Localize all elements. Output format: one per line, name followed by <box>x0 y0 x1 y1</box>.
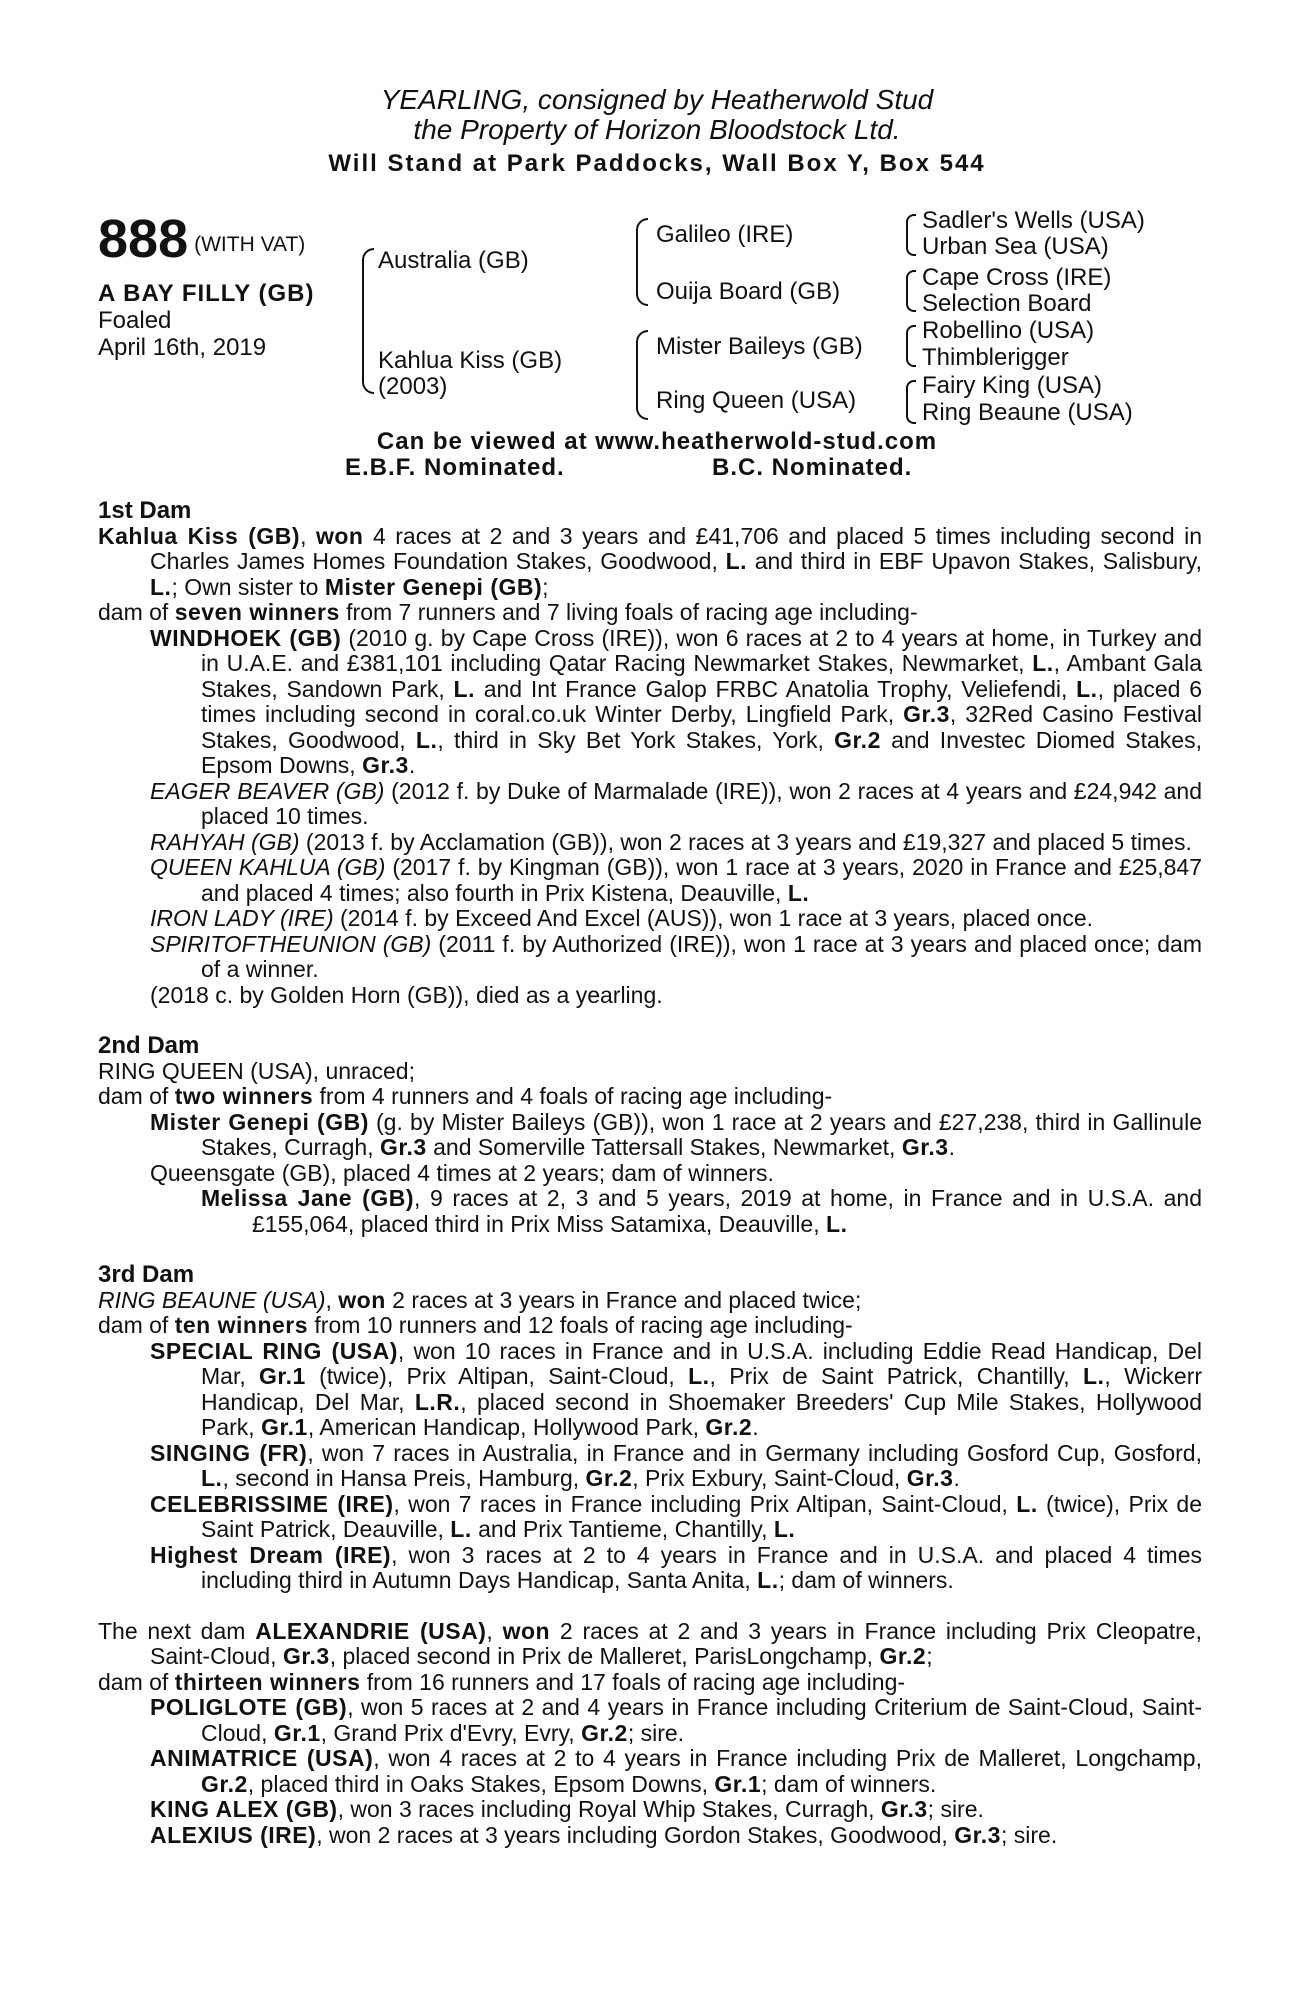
produce-animatrice: ANIMATRICE (USA), won 4 races at 2 to 4 years in France including Prix de Malleret, Longchamp, Gr.2, placed third in Oaks Stakes, Epsom Downs, Gr.1; dam of winners. <box>150 1745 1202 1797</box>
pedigree-sire-sire: Galileo (IRE) <box>656 221 794 248</box>
pedigree-ggs-5: Robellino (USA) <box>922 317 1095 344</box>
pedigree-ggs-7: Fairy King (USA) <box>922 372 1103 399</box>
first-dam-heading: 1st Dam <box>98 497 192 524</box>
pedigree-ggs-3: Cape Cross (IRE) <box>922 264 1112 291</box>
header-line-3: Will Stand at Park Paddocks, Wall Box Y, Box 544 <box>328 150 986 177</box>
produce-spiritoftheunion: SPIRITOFTHEUNION (GB) (2011 f. by Authorized (IRE)), won 1 race at 3 years and placed once; dam of a winner. <box>150 930 1202 982</box>
pedigree-ggs-4: Selection Board <box>922 290 1092 317</box>
produce-mister-genepi: Mister Genepi (GB) (g. by Mister Baileys (GB)), won 1 race at 2 years and £27,238, third in Gallinule Stakes, Curragh, Gr.3 and Somerville Tattersall Stakes, Newmarket, Gr.3. <box>150 1108 1202 1160</box>
produce-poliglote: POLIGLOTE (GB), won 5 races at 2 and 4 years in France including Criterium de Saint-Cloud, Saint-Cloud, Gr.1, Grand Prix d'Evry, Evry, Gr.2; sire. <box>150 1694 1202 1746</box>
produce-iron-lady: IRON LADY (IRE) (2014 f. by Exceed And Excel (AUS)), won 1 race at 3 years, placed once. <box>150 905 1094 931</box>
ebf-nominated: E.B.F. Nominated. <box>345 454 565 481</box>
next-dam-paragraph: The next dam ALEXANDRIE (USA), won 2 races at 2 and 3 years in France including Prix Cleopatre, Saint-Cloud, Gr.3, placed second in Prix de Malleret, ParisLongchamp, Gr.2; <box>98 1617 1202 1669</box>
produce-2018-colt: (2018 c. by Golden Horn (GB)), died as a yearling. <box>150 981 663 1008</box>
lot-number-block <box>98 208 305 270</box>
produce-alexius: ALEXIUS (IRE), won 2 races at 3 years including Gordon Stakes, Goodwood, Gr.3; sire. <box>150 1821 1058 1848</box>
lot-name: A BAY FILLY (GB) <box>98 280 315 307</box>
pedigree-bracket-dam <box>636 330 648 420</box>
catalogue-body <box>98 498 1202 1848</box>
produce-queensgate: Queensgate (GB), placed 4 times at 2 years; dam of winners. <box>150 1159 774 1186</box>
lot-number: 888 <box>98 209 189 269</box>
pedigree-dam-year: (2003) <box>378 373 448 400</box>
pedigree-bracket-g4 <box>906 380 916 424</box>
foaled-date: April 16th, 2019 <box>98 334 267 361</box>
produce-special-ring: SPECIAL RING (USA), won 10 races in France and in U.S.A. including Eddie Read Handicap, Del Mar, Gr.1 (twice), Prix Altipan, Saint-Cloud, L., Prix de Saint Patrick, Chantilly, L., Wickerr Handicap, Del Mar, L.R., placed second in Shoemaker Breeders' Cup Mile Stakes, Hollywood Park, Gr.1, American Handicap, Hollywood Park, Gr.2. <box>150 1337 1203 1440</box>
pedigree-sire-dam: Ouija Board (GB) <box>656 278 841 305</box>
foaled-label: Foaled <box>98 307 172 334</box>
pedigree-sire: Australia (GB) <box>378 247 529 274</box>
vat-label: (WITH VAT) <box>194 233 306 256</box>
third-dam-line: RING BEAUNE (USA), won 2 races at 3 years in France and placed twice; <box>98 1286 862 1313</box>
pedigree-ggs-8: Ring Beaune (USA) <box>922 399 1133 426</box>
bc-nominated: B.C. Nominated. <box>712 454 913 481</box>
pedigree-dam-sire: Mister Baileys (GB) <box>656 333 863 360</box>
produce-rahyah: RAHYAH (GB) (2013 f. by Acclamation (GB)), won 2 races at 3 years and £19,327 and placed 5 times. <box>150 828 1192 855</box>
produce-eager-beaver: EAGER BEAVER (GB) (2012 f. by Duke of Marmalade (IRE)), won 2 races at 4 years and £24,942 and placed 10 times. <box>150 777 1202 829</box>
viewing-line: Can be viewed at www.heatherwold-stud.com <box>376 428 938 455</box>
produce-celebrissime: CELEBRISSIME (IRE), won 7 races in France including Prix Altipan, Saint-Cloud, L. (twice), Prix de Saint Patrick, Deauville, L. and Prix Tantieme, Chantilly, L. <box>150 1490 1202 1542</box>
second-dam-line: RING QUEEN (USA), unraced; <box>98 1057 415 1084</box>
pedigree-ggs-6: Thimblerigger <box>922 344 1069 371</box>
pedigree-ggs-1: Sadler's Wells (USA) <box>922 207 1145 234</box>
first-dam-paragraph: Kahlua Kiss (GB), won 4 races at 2 and 3 years and £41,706 and placed 5 times including second in Charles James Homes Foundation Stakes, Goodwood, L. and third in EBF Upavon Stakes, Salisbury, L.; Own sister to Mister Genepi (GB); <box>98 522 1203 600</box>
header-line-2: the Property of Horizon Bloodstock Ltd. <box>413 114 901 145</box>
pedigree-bracket-main <box>362 248 374 394</box>
produce-melissa-jane: Melissa Jane (GB), 9 races at 2, 3 and 5 years, 2019 at home, in France and in U.S.A. and £155,064, placed third in Prix Miss Satamixa, Deauville, L. <box>201 1185 1202 1237</box>
header-line-1: YEARLING, consigned by Heatherwold Stud <box>380 84 934 115</box>
third-dam-heading: 3rd Dam <box>98 1261 195 1288</box>
pedigree-ggs-2: Urban Sea (USA) <box>922 233 1109 260</box>
first-dam-produce-intro: dam of seven winners from 7 runners and 7 living foals of racing age including- <box>98 599 918 625</box>
produce-highest-dream: Highest Dream (IRE), won 3 races at 2 to 4 years in France and in U.S.A. and placed 4 times including third in Autumn Days Handicap, Santa Anita, L.; dam of winners. <box>150 1541 1202 1593</box>
second-dam-produce-intro: dam of two winners from 4 runners and 4 foals of racing age including- <box>98 1083 833 1109</box>
produce-queen-kahlua: QUEEN KAHLUA (GB) (2017 f. by Kingman (GB)), won 1 race at 3 years, 2020 in France and £25,847 and placed 4 times; also fourth in Prix Kistena, Deauville, L. <box>150 854 1202 906</box>
pedigree-bracket-g1 <box>906 214 916 256</box>
lot-info <box>98 280 314 361</box>
third-dam-produce-intro: dam of ten winners from 10 runners and 12 foals of racing age including- <box>98 1312 853 1338</box>
second-dam-heading: 2nd Dam <box>98 1032 200 1059</box>
pedigree-bracket-sire <box>636 218 648 306</box>
produce-singing: SINGING (FR), won 7 races in Australia, in France and in Germany including Gosford Cup, Gosford, L., second in Hansa Preis, Hamburg, Gr.2, Prix Exbury, Saint-Cloud, Gr.3. <box>150 1439 1202 1491</box>
pedigree-bracket-g3 <box>906 325 916 367</box>
produce-windhoek: WINDHOEK (GB) (2010 g. by Cape Cross (IRE)), won 6 races at 2 to 4 years at home, in Turkey and in U.A.E. and £381,101 including Qatar Racing Newmarket Stakes, Newmarket, L., Ambant Gala Stakes, Sandown Park, L. and Int France Galop FRBC Anatolia Trophy, Veliefendi, L., placed 6 times including second in coral.co.uk Winter Derby, Lingfield Park, Gr.3, 32Red Casino Festival Stakes, Goodwood, L., third in Sky Bet York Stakes, York, Gr.2 and Investec Diomed Stakes, Epsom Downs, Gr.3. <box>150 624 1202 778</box>
next-dam-produce-intro: dam of thirteen winners from 16 runners and 17 foals of racing age including- <box>98 1668 906 1695</box>
pedigree-dam: Kahlua Kiss (GB) <box>378 347 563 374</box>
pedigree-bracket-g2 <box>906 270 916 312</box>
produce-king-alex: KING ALEX (GB), won 3 races including Royal Whip Stakes, Curragh, Gr.3; sire. <box>150 1796 984 1822</box>
pedigree-dam-dam: Ring Queen (USA) <box>656 387 857 414</box>
